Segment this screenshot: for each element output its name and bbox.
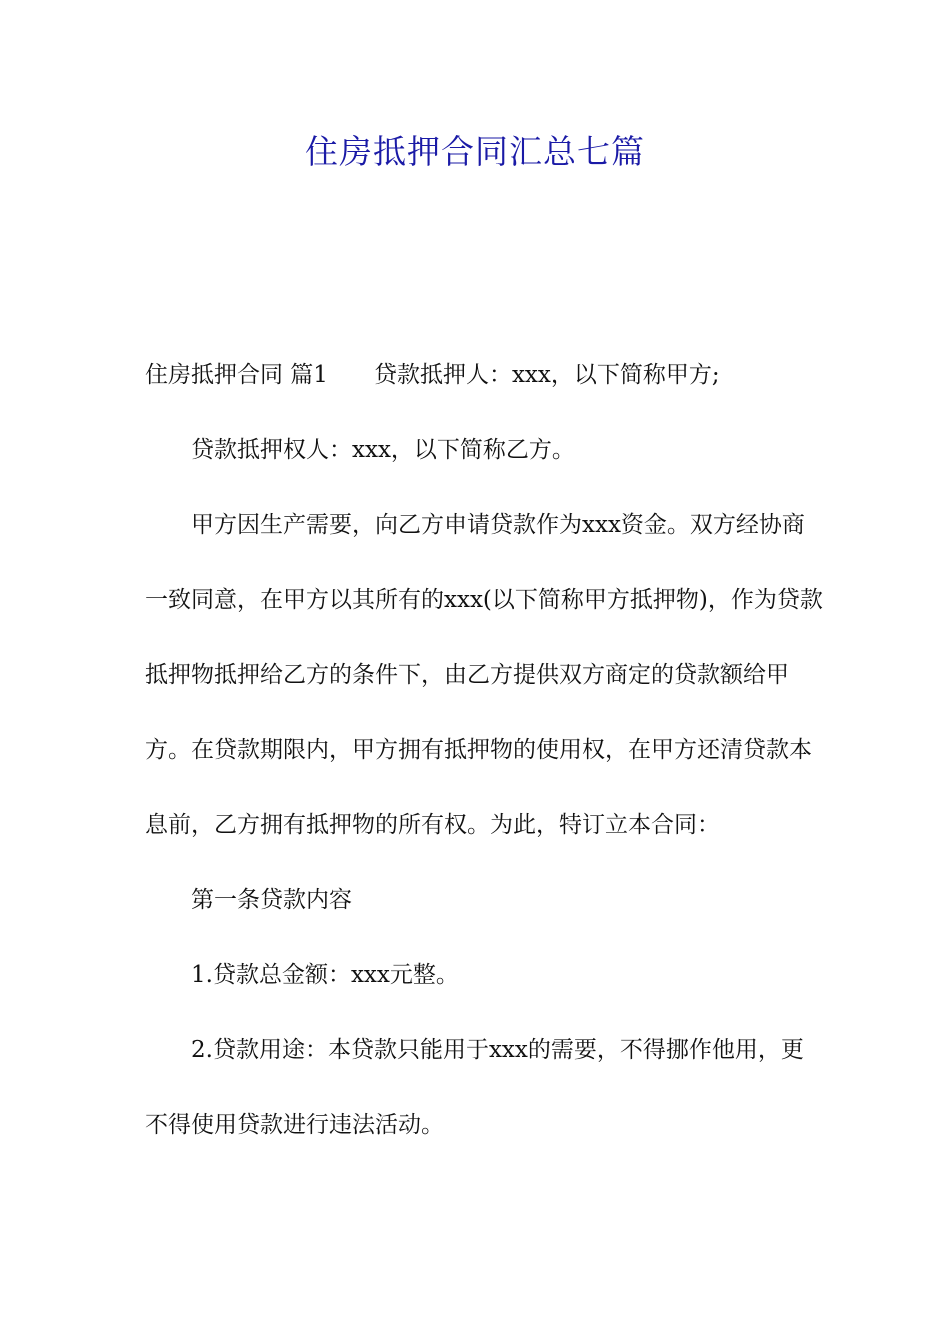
section-label: 住房抵押合同 篇1 bbox=[145, 362, 328, 388]
document-body bbox=[145, 338, 825, 1163]
mortgagee-paragraph: 贷款抵押权人：xxx，以下简称乙方。 bbox=[191, 437, 575, 463]
article-one-heading: 第一条贷款内容 bbox=[191, 887, 352, 913]
loan-purpose-paragraph: 2.贷款用途：本贷款只能用于xxx的需要，不得挪作他用，更不得使用贷款进行违法活动。 bbox=[145, 1037, 804, 1138]
section-heading-line bbox=[145, 338, 825, 413]
document-title: 住房抵押合同汇总七篇 bbox=[305, 132, 645, 171]
contract-purpose-paragraph: 甲方因生产需要，向乙方申请贷款作为xxx资金。双方经协商一致同意，在甲方以其所有的xxx(以下简称甲方抵押物)，作为贷款抵押物抵押给乙方的条件下，由乙方提供双方商定的贷款额给甲方。在贷款期限内，甲方拥有抵押物的使用权，在甲方还清贷款本息前，乙方拥有抵押物的所有权。为此，特订立本合同： bbox=[145, 512, 823, 838]
loan-amount-paragraph: 1.贷款总金额：xxx元整。 bbox=[191, 962, 459, 988]
mortgagor-line: 贷款抵押人：xxx，以下简称甲方; bbox=[373, 362, 720, 388]
